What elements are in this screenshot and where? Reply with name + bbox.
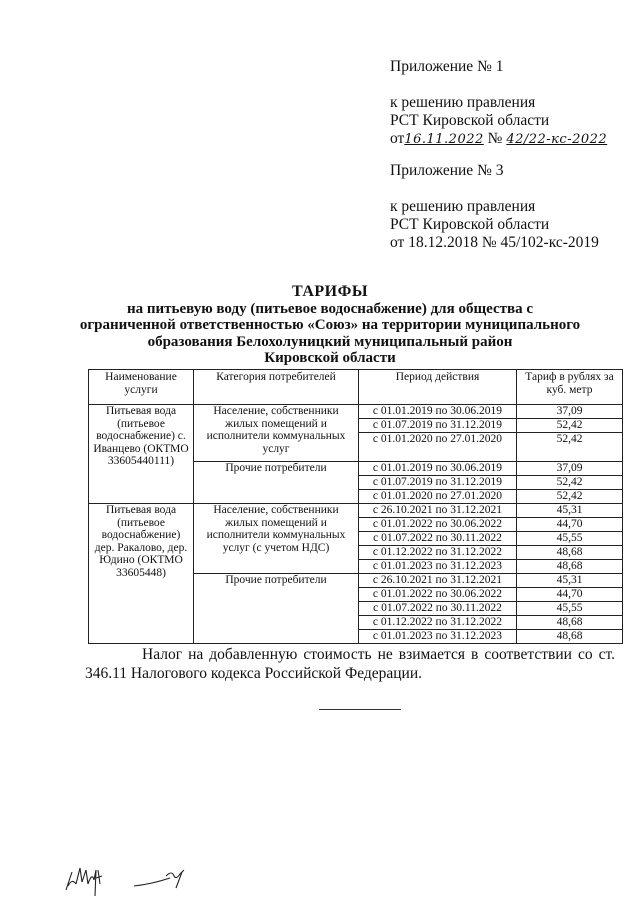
tariff-cell: 45,31 — [517, 574, 623, 588]
heading-line-4: Кировской области — [264, 350, 396, 366]
period-cell: с 26.10.2021 по 31.12.2021 — [359, 574, 517, 588]
document-heading — [80, 284, 580, 367]
appendix-3-authority: РСТ Кировской области — [390, 216, 550, 233]
tariff-cell: 48,68 — [517, 616, 623, 630]
date-prefix: от — [390, 130, 405, 147]
table-row — [89, 405, 623, 419]
heading-line-1: на питьевую воду (питьевое водоснабжение) для общества с — [127, 300, 533, 317]
tariff-cell: 48,68 — [517, 630, 623, 644]
appendix-1-date-number — [390, 130, 607, 149]
header-period: Период действия — [359, 370, 517, 405]
header-tariff: Тариф в рублях за куб. метр — [517, 370, 623, 405]
period-cell: с 01.01.2023 по 31.12.2023 — [359, 560, 517, 574]
tariff-cell: 44,70 — [517, 518, 623, 532]
tariff-cell: 52,42 — [517, 419, 623, 433]
category-cell: Население, собственники жилых помещений и исполнители коммунальных услуг — [194, 405, 359, 462]
period-cell: с 01.01.2023 по 31.12.2023 — [359, 630, 517, 644]
tariff-cell: 44,70 — [517, 588, 623, 602]
tariff-cell: 37,09 — [517, 405, 623, 419]
appendix-1-decision-line: к решению правления — [390, 94, 536, 111]
appendix-3-title: Приложение № 3 — [390, 162, 504, 179]
tariff-cell: 52,42 — [517, 433, 623, 462]
table-header-row — [89, 370, 623, 405]
document-title: ТАРИФЫ — [291, 283, 369, 300]
vat-note: Налог на добавленную стоимость не взимается в соответствии со ст. 346.11 Налогового кодекса Российской Федерации. — [85, 646, 615, 682]
tariff-cell: 45,55 — [517, 532, 623, 546]
signature-1-icon — [62, 858, 122, 898]
heading-line-2: ограниченной ответственностью «Союз» на территории муниципального — [79, 317, 581, 333]
period-cell: с 01.07.2022 по 30.11.2022 — [359, 532, 517, 546]
appendix-3-header — [390, 162, 599, 252]
appendix-1-title: Приложение № 1 — [390, 58, 504, 75]
tariff-cell: 45,55 — [517, 602, 623, 616]
number-prefix: № — [487, 130, 503, 147]
period-cell: с 01.07.2019 по 31.12.2019 — [359, 419, 517, 433]
period-cell: с 01.07.2019 по 31.12.2019 — [359, 476, 517, 490]
period-cell: с 01.01.2019 по 30.06.2019 — [359, 462, 517, 476]
signature-2-icon — [132, 862, 202, 892]
appendix-1-header — [390, 58, 607, 149]
tariff-table — [88, 369, 623, 644]
service-cell: Питьевая вода (питьевое водоснабжение) с. Иванцево (ОКТМО 33605440111) — [89, 405, 194, 504]
service-cell: Питьевая вода (питьевое водоснабжение) дер. Ракалово, дер. Юдино (ОКТМО 33605448) — [89, 504, 194, 644]
header-service: Наименование услуги — [89, 370, 194, 405]
tariff-cell: 52,42 — [517, 476, 623, 490]
table-row — [89, 504, 623, 518]
heading-line-3: образования Белохолуницкий муниципальный район — [147, 333, 513, 350]
category-cell: Население, собственники жилых помещений и исполнители коммунальных услуг (с учетом НДС) — [194, 504, 359, 574]
tariff-cell: 48,68 — [517, 560, 623, 574]
appendix-3-decision-line: к решению правления — [390, 198, 536, 215]
period-cell: с 01.12.2022 по 31.12.2022 — [359, 616, 517, 630]
handwritten-number: 42/22-кс-2022 — [506, 132, 608, 147]
category-cell: Прочие потребители — [194, 574, 359, 644]
tariff-cell: 52,42 — [517, 490, 623, 504]
handwritten-date: 16.11.2022 — [404, 132, 484, 147]
period-cell: с 01.01.2022 по 30.06.2022 — [359, 518, 517, 532]
tariff-cell: 48,68 — [517, 546, 623, 560]
period-cell: с 26.10.2021 по 31.12.2021 — [359, 504, 517, 518]
period-cell: с 01.01.2020 по 27.01.2020 — [359, 433, 517, 462]
category-cell: Прочие потребители — [194, 462, 359, 504]
period-cell: с 01.01.2019 по 30.06.2019 — [359, 405, 517, 419]
end-divider — [319, 709, 401, 710]
period-cell: с 01.01.2022 по 30.06.2022 — [359, 588, 517, 602]
header-category: Категория потребителей — [194, 370, 359, 405]
tariff-cell: 45,31 — [517, 504, 623, 518]
period-cell: с 01.07.2022 по 30.11.2022 — [359, 602, 517, 616]
period-cell: с 01.01.2020 по 27.01.2020 — [359, 490, 517, 504]
tariff-cell: 37,09 — [517, 462, 623, 476]
appendix-1-authority: РСТ Кировской области — [390, 112, 550, 129]
appendix-3-date-number: от 18.12.2018 № 45/102-кс-2019 — [390, 234, 599, 251]
period-cell: с 01.12.2022 по 31.12.2022 — [359, 546, 517, 560]
